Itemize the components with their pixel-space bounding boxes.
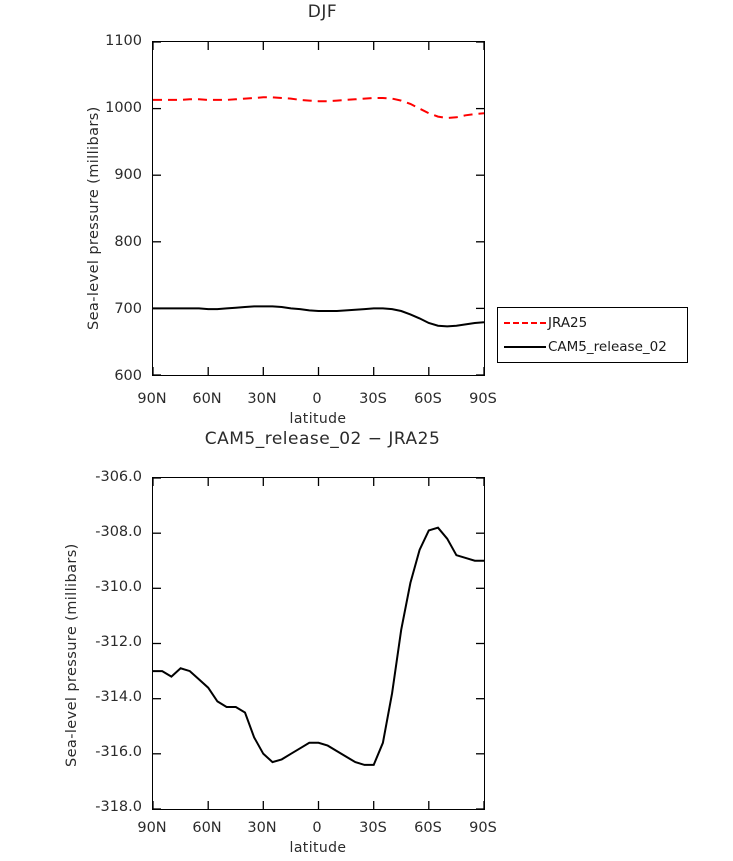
bottom-chart-title: CAM5_release_02 − JRA25 [204,429,441,449]
legend-label-cam5: CAM5_release_02 [548,339,667,355]
bottom-ytick-312: -312.0 [95,634,142,650]
top-ytick-800: 800 [114,234,142,250]
top-ytick-1100: 1100 [105,33,142,49]
bottom-xtick-30N: 30N [247,820,277,836]
bottom-ytick-308: -308.0 [95,524,142,540]
bottom-xtick-90S: 90S [469,820,497,836]
bottom-xtick-60S: 60S [414,820,442,836]
top-ytick-900: 900 [114,167,142,183]
legend-item-cam5[interactable] [504,339,667,355]
legend-line-dashed-icon [504,322,546,324]
bottom-ytick-314: -314.0 [95,689,142,705]
top-xtick-30S: 30S [359,391,387,407]
top-ytick-700: 700 [114,301,142,317]
top-chart-xlabel: latitude [289,411,347,427]
bottom-chart-ylabel: Sea-level pressure (millibars) [64,543,80,767]
legend-item-jra25[interactable] [504,315,587,331]
legend-label-jra25: JRA25 [548,315,588,331]
bottom-xtick-90N: 90N [137,820,167,836]
bottom-xtick-60N: 60N [192,820,222,836]
series-jra25-line [153,97,484,118]
bottom-ytick-306: -306.0 [95,469,142,485]
bottom-chart-plot-area [153,478,484,809]
top-xtick-0: 0 [312,391,322,407]
legend-line-solid-icon [504,346,546,348]
top-xtick-60N: 60N [192,391,222,407]
series-cam5-line [153,306,484,326]
top-chart-legend [497,307,688,363]
top-xtick-60S: 60S [414,391,442,407]
top-xtick-90S: 90S [469,391,497,407]
bottom-ytick-310: -310.0 [95,579,142,595]
bottom-ytick-316: -316.0 [95,744,142,760]
series-difference-line [153,528,484,765]
top-xtick-30N: 30N [247,391,277,407]
bottom-ytick-318: -318.0 [95,799,142,815]
bottom-xtick-30S: 30S [359,820,387,836]
top-xtick-90N: 90N [137,391,167,407]
bottom-chart-xlabel: latitude [289,840,347,856]
top-ytick-600: 600 [114,368,142,384]
top-chart-axes [152,41,485,376]
top-chart-title: DJF [307,2,338,22]
bottom-chart-axes [152,477,485,810]
top-chart-plot-area [153,42,484,375]
bottom-xtick-0: 0 [312,820,322,836]
top-chart-ylabel: Sea-level pressure (millibars) [86,106,102,330]
top-ytick-1000: 1000 [105,100,142,116]
